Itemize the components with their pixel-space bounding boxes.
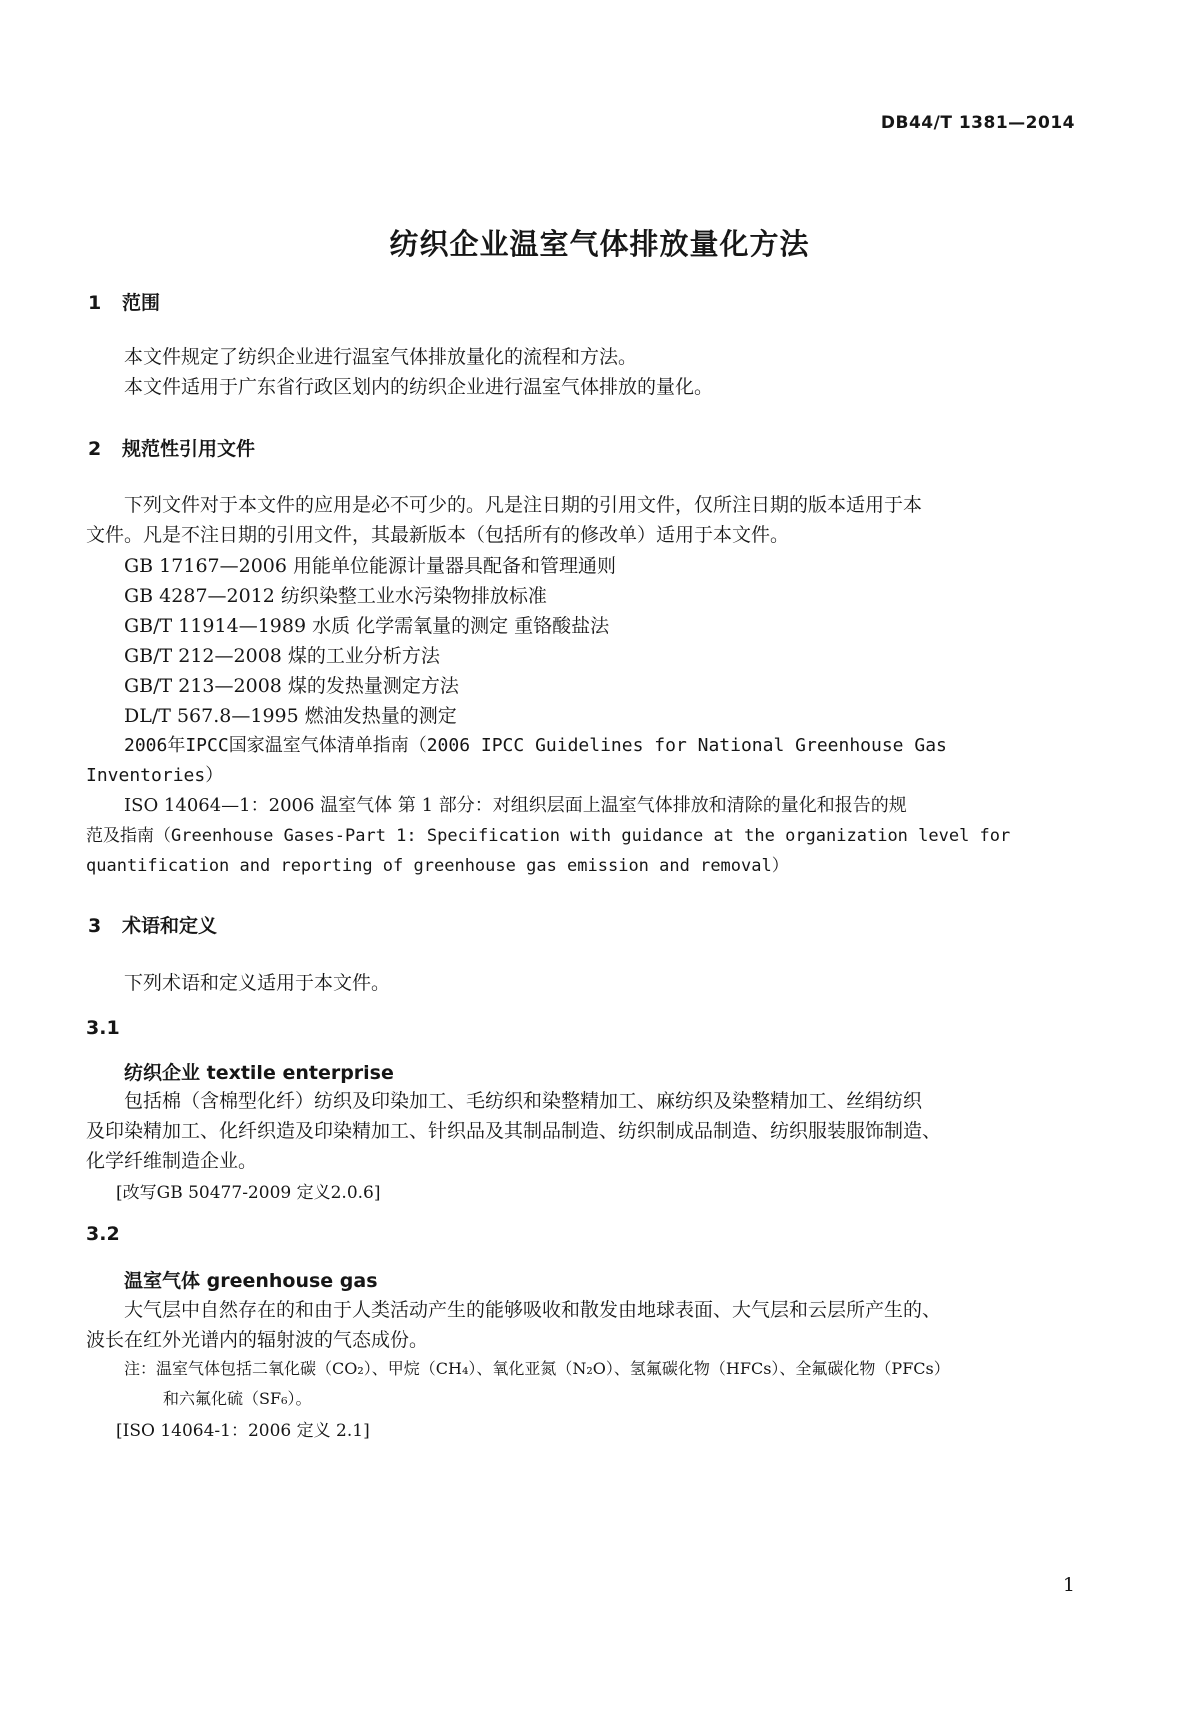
- section-2-intro-line-1: 下列文件对于本文件的应用是必不可少的。凡是注日期的引用文件，仅所注日期的版本适用于本: [124, 494, 923, 516]
- section-1-para-2: 本文件适用于广东省行政区划内的纺织企业进行温室气体排放的量化。: [124, 376, 714, 398]
- term-3-2-source: [ISO 14064-1：2006 定义 2.1]: [116, 1421, 370, 1441]
- term-3-1-source: [改写GB 50477-2009 定义2.0.6]: [116, 1183, 381, 1203]
- section-2-intro-line-2: 文件。凡是不注日期的引用文件，其最新版本（包括所有的修改单）适用于本文件。: [86, 524, 790, 546]
- standard-code: DB44/T 1381—2014: [880, 113, 1075, 133]
- term-3-1-number: 3.1: [86, 1017, 120, 1039]
- reference-ipcc-line-1: 2006年IPCC国家温室气体清单指南（2006 IPCC Guidelines for National Greenhouse Gas: [124, 735, 947, 756]
- term-3-2-note-line-1: 注：温室气体包括二氧化碳（CO₂）、甲烷（CH₄）、氧化亚氮（N₂O）、氢氟碳化物（HFCs）、全氟碳化物（PFCs）: [124, 1359, 950, 1378]
- reference-iso-line-2: 范及指南（Greenhouse Gases-Part 1: Specification with guidance at the organization level for: [86, 826, 1011, 846]
- reference-item: GB 4287—2012 纺织染整工业水污染物排放标准: [124, 585, 547, 607]
- page-number: 1: [1062, 1574, 1075, 1596]
- reference-item: DL/T 567.8—1995 燃油发热量的测定: [124, 705, 457, 727]
- section-3-number: 3: [88, 915, 102, 937]
- section-2-title: 规范性引用文件: [122, 438, 256, 460]
- term-3-2-note-line-2: 和六氟化硫（SF₆）。: [163, 1389, 312, 1408]
- reference-item: GB/T 212—2008 煤的工业分析方法: [124, 645, 440, 667]
- term-3-1-definition-line-2: 及印染精加工、化纤织造及印染精加工、针织品及其制品制造、纺织制成品制造、纺织服装服饰制造、: [86, 1120, 942, 1142]
- reference-iso-line-3: quantification and reporting of greenhouse gas emission and removal）: [86, 856, 789, 876]
- term-3-2-definition-line-2: 波长在红外光谱内的辐射波的气态成份。: [86, 1329, 429, 1351]
- term-3-2-definition-line-1: 大气层中自然存在的和由于人类活动产生的能够吸收和散发由地球表面、大气层和云层所产生的、: [124, 1299, 942, 1321]
- section-3-heading: [88, 911, 217, 938]
- section-2-number: 2: [88, 438, 102, 460]
- section-3-title: 术语和定义: [122, 915, 218, 937]
- document-title: 纺织企业温室气体排放量化方法: [389, 227, 810, 261]
- section-3-intro: 下列术语和定义适用于本文件。: [124, 972, 391, 994]
- section-1-para-1: 本文件规定了纺织企业进行温室气体排放量化的流程和方法。: [124, 346, 638, 368]
- reference-item: GB 17167—2006 用能单位能源计量器具配备和管理通则: [124, 555, 617, 577]
- section-2-heading: [88, 434, 255, 461]
- section-1-number: 1: [88, 292, 102, 314]
- term-3-1-title: 纺织企业 textile enterprise: [124, 1062, 394, 1084]
- reference-ipcc-line-2: Inventories）: [86, 765, 224, 786]
- term-3-1-definition-line-1: 包括棉（含棉型化纤）纺织及印染加工、毛纺织和染整精加工、麻纺织及染整精加工、丝绢纺织: [124, 1090, 923, 1112]
- reference-iso-line-1: ISO 14064—1：2006 温室气体 第 1 部分：对组织层面上温室气体排放和清除的量化和报告的规: [124, 795, 907, 816]
- term-3-2-number: 3.2: [86, 1223, 120, 1245]
- section-1-heading: [88, 288, 160, 315]
- section-1-title: 范围: [122, 292, 161, 314]
- reference-item: GB/T 11914—1989 水质 化学需氧量的测定 重铬酸盐法: [124, 615, 610, 637]
- term-3-2-title: 温室气体 greenhouse gas: [124, 1270, 378, 1292]
- reference-item: GB/T 213—2008 煤的发热量测定方法: [124, 675, 459, 697]
- term-3-1-definition-line-3: 化学纤维制造企业。: [86, 1150, 258, 1172]
